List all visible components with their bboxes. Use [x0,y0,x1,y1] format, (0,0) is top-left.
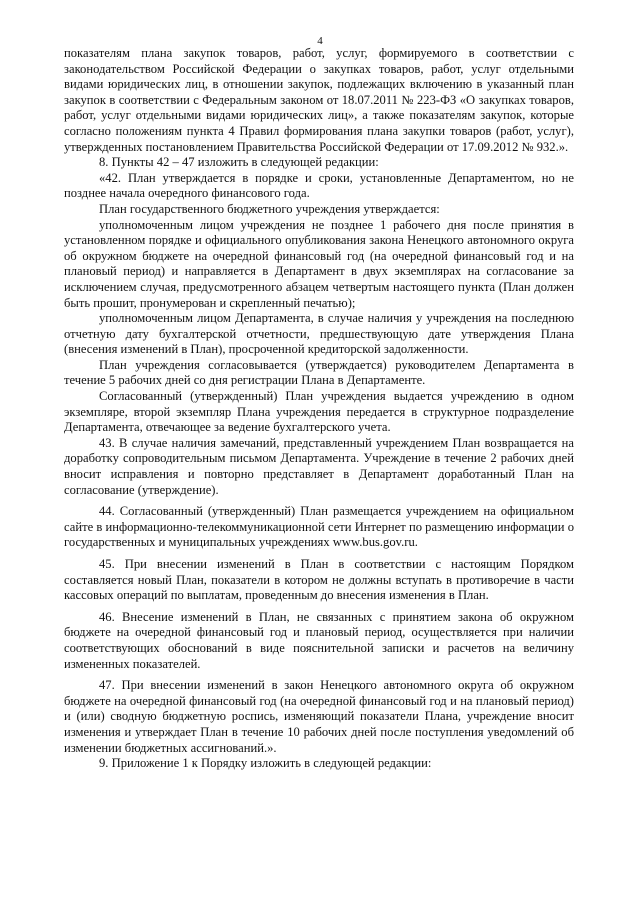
paragraph-plan-approval-intro: План государственного бюджетного учреждения утверждается: [99,201,440,216]
paragraph-item-8: 8. Пункты 42 – 47 изложить в следующей редакции: [99,155,379,170]
page-number: 4 [317,35,323,47]
paragraph-point-44: 44. Согласованный (утвержденный) План размещается учреждением на официальном сайте в информационно-телекоммуникационной сети Интернет по размещению информации о государственных и муниципальных учреждениях www.bus.gov.ru. [64,504,574,550]
paragraph-point-45: 45. При внесении изменений в План в соответствии с настоящим Порядком составляется новый План, показатели в котором не должны вступать в противоречие в части кассовых операций по выплатам, проведенным до внесения изменения в План. [64,557,574,603]
paragraph-item-9: 9. Приложение 1 к Порядку изложить в следующей редакции: [99,756,432,771]
document-body [64,46,574,772]
paragraph-plan-agreement-term: План учреждения согласовывается (утверждается) руководителем Департамента в течение 5 рабочих дней со дня регистрации Плана в Департаменте. [64,357,574,388]
paragraph-point-42: «42. План утверждается в порядке и сроки, установленные Департаментом, но не позднее начала очередного финансового года. [64,170,574,201]
paragraph-institution-authorized: уполномоченным лицом учреждения не позднее 1 рабочего дня после принятия в установленном порядке и официального опубликования закона Ненецкого автономного округа об окружном бюджете на очередной финансовый год (на очередной финансовый год и на плановый период) и направляется в Департамент в двух экземплярах на согласование за исключением случая, предусмотренного абзацем четвертым настоящего пункта (План должен быть прошит, пронумерован и скрепленный печатью); [64,217,574,310]
paragraph-point-47: 47. При внесении изменений в закон Ненецкого автономного округа об окружном бюджете на очередной финансовый год (на очередной финансовый год и на плановый период) и (или) сводную бюджетную роспись, изменяющий показатели Плана, учреждение вносит изменения и утверждает План в течение 10 рабочих дней после поступления уведомлений об изменении бюджетных ассигнований.». [64,678,574,755]
paragraph-department-authorized: уполномоченным лицом Департамента, в случае наличия у учреждения на последнюю отчетную дату бухгалтерской отчетности, предшествующую дате утверждения Плана (внесения изменений в План), просроченной кредиторской задолженности. [64,311,574,357]
paragraph-point-46: 46. Внесение изменений в План, не связанных с принятием закона об окружном бюджете на очередной финансовый год и плановый период, осуществляется при наличии соответствующих обоснований в виде пояснительной записки и расчетов на величину измененных показателей. [64,609,574,671]
paragraph-point-43: 43. В случае наличия замечаний, представленный учреждением План возвращается на доработку сопроводительным письмом Департамента. Учреждение в течение 2 рабочих дней вносит исправления и повторно представляет в Департамент доработанный План на согласование (утверждение). [64,435,574,497]
paragraph-continuation: показателям плана закупок товаров, работ, услуг, формируемого в соответствии с законодательством Российской Федерации о закупках товаров, работ, услуг отдельными видами юридических лиц, в отношении закупок, подлежащих включению в указанный план закупок в соответствии с Федеральным законом от 18.07.2011 № 223-ФЗ «О закупках товаров, работ, услуг отдельными видами юридических лиц», а также показателям закупок, которые согласно положениям пункта 4 Правил формирования плана закупки товаров (работ, услуг), утвержденных постановлением Правительства Российской Федерации от 17.09.2012 № 932.». [64,46,574,154]
paragraph-plan-copies: Согласованный (утвержденный) План учреждения выдается учреждению в одном экземпляре, второй экземпляр Плана учреждения передается в структурное подразделение Департамента, отвечающее за ведение бухгалтерского учета. [64,389,574,435]
